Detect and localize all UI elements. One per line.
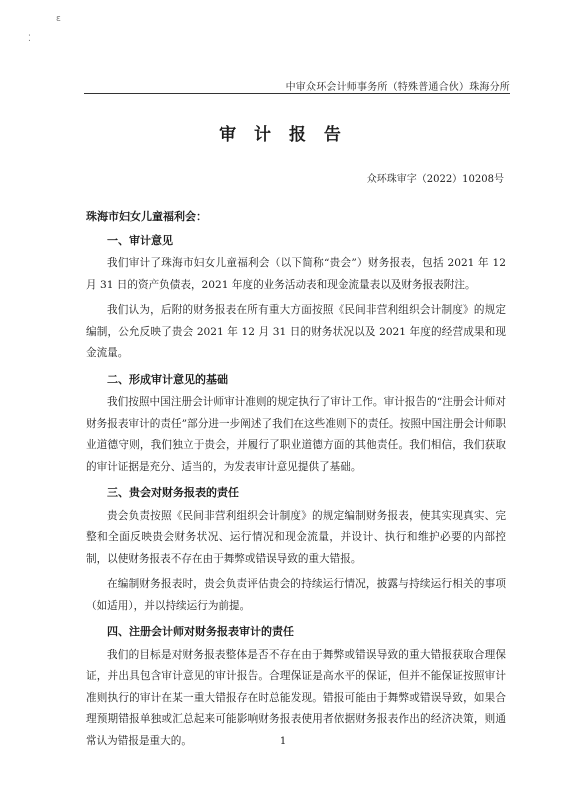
paragraph: 我们审计了珠海市妇女儿童福利会（以下简称“贵会”）财务报表，包括 2021 年 12 月 31 日的资产负债表，2021 年度的业务活动表和现金流量表以及财务报表附注。 bbox=[86, 257, 506, 291]
report-title: 审 计 报 告 bbox=[219, 125, 347, 145]
paragraph: 在编制财务报表时，贵会负责评估贵会的持续运行情况，披露与持续运行相关的事项（如适用），并以持续运行为前提。 bbox=[86, 578, 506, 612]
section-heading: 二、形成审计意见的基础 bbox=[107, 372, 228, 386]
paragraph: 我们的目标是对财务报表整体是否不存在由于舞弊或错误导致的重大错报获取合理保证，并出具包含审计意见的审计报告。合理保证是高水平的保证，但并不能保证按照审计准则执行的审计在某一重大错报存在时总能发现。错报可能由于舞弊或错误导致，如果合理预期错报单独或汇总起来可能影响财务报表使用者依据财务报表作出的经济决策，则通常认为错报是重大的。 bbox=[86, 648, 506, 747]
scan-speck: ε bbox=[56, 14, 61, 24]
page-number: 1 bbox=[279, 736, 287, 747]
paragraph: 贵会负责按照《民间非营利组织会计制度》的规定编制财务报表，使其实现真实、完整和全面反映贵会财务状况、运行情况和现金流量，并设计、执行和维护必要的内部控制，以使财务报表不存在由于舞弊或错误导致的重大错报。 bbox=[86, 509, 506, 565]
section-heading: 一、审计意见 bbox=[107, 233, 173, 247]
scan-speck: ⁚ bbox=[28, 34, 31, 44]
report-body bbox=[86, 206, 506, 756]
document-number: 众环珠审字（2022）10208号 bbox=[366, 174, 504, 185]
paragraph: 我们按照中国注册会计师审计准则的规定执行了审计工作。审计报告的“注册会计师对财务报表审计的责任”部分进一步阐述了我们在这些准则下的责任。按照中国注册会计师职业道德守则，我们独立于贵会，并履行了职业道德方面的其他责任。我们相信，我们获取的审计证据是充分、适当的，为发表审计意见提供了基础。 bbox=[86, 396, 506, 473]
addressee: 珠海市妇女儿童福利会： bbox=[86, 210, 207, 223]
firm-header: 中审众环会计师事务所（特殊普通合伙）珠海分所 bbox=[285, 82, 510, 93]
header-divider bbox=[84, 93, 510, 94]
section-heading: 四、注册会计师对财务报表审计的责任 bbox=[107, 625, 294, 638]
paragraph: 我们认为，后附的财务报表在所有重大方面按照《民间非营利组织会计制度》的规定编制，公允反映了贵会 2021 年 12 月 31 日的财务状况以及 2021 年度的经营成果和现金流量。 bbox=[86, 304, 506, 359]
section-heading: 三、贵会对财务报表的责任 bbox=[107, 486, 239, 499]
